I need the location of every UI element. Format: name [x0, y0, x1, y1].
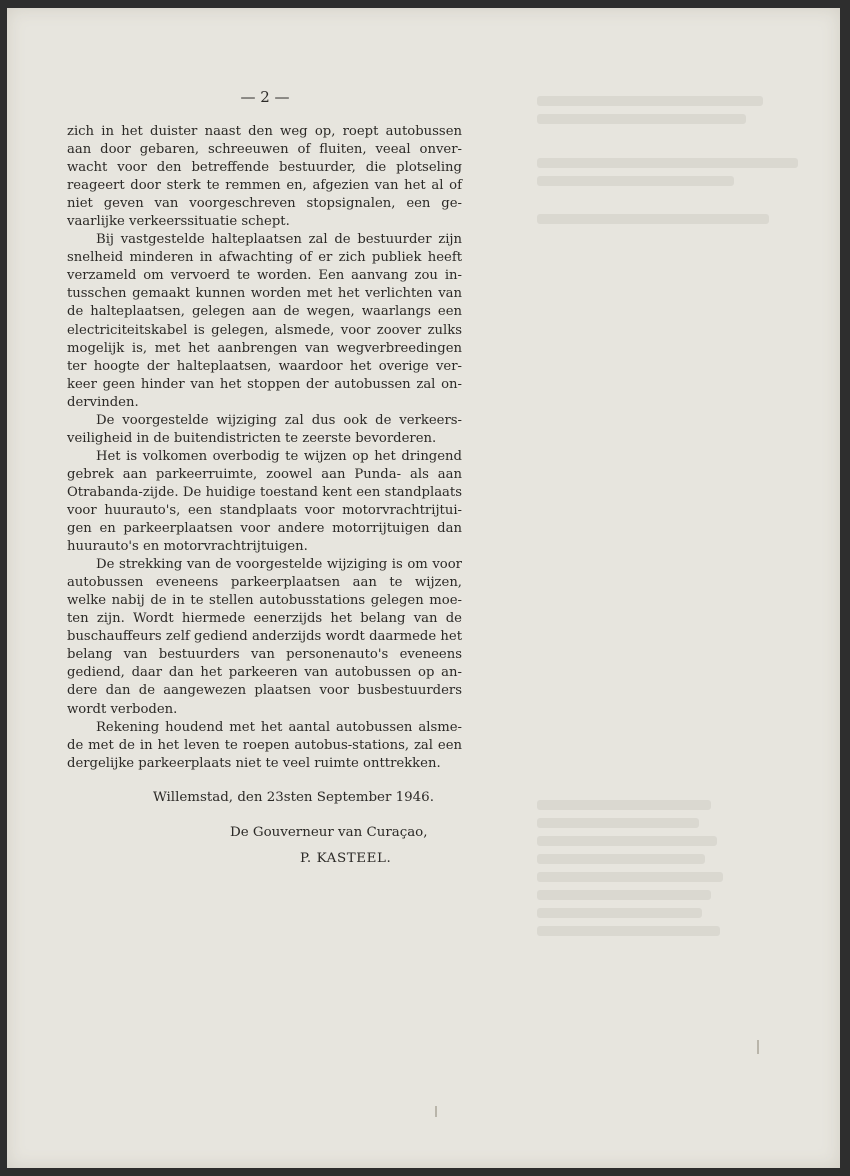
signatory-name: P. KASTEEL.	[300, 851, 392, 866]
paragraph-5: De strekking van de voorgestelde wijziging is om voor autobussen eveneens parkeerplaatsen aan te wijzen, welke nabij de in te stellen autobusstations gelegen moe-ten zijn. Wordt hiermede eenerzijds het belang van de buschauffeurs zelf gediend anderzijds wordt daarmede het belang van bestuurders van personenauto's eveneens gediend, daar dan het parkeeren van autobussen op an-dere dan de aangewezen plaatsen voor busbestuurders wordt verboden.	[67, 557, 462, 717]
page-number: — 2 —	[240, 88, 290, 106]
paper-speck	[435, 1106, 437, 1117]
paragraph-6: Rekening houdend met het aantal autobussen alsme-de met de in het leven te roepen autobus-stations, zal een dergelijke parkeerplaats niet te veel ruimte onttrekken.	[67, 719, 462, 771]
paragraph-4: Het is volkomen overbodig te wijzen op het dringend gebrek aan parkeerruimte, zoowel aan Punda- als aan Otrabanda-zijde. De huidige toestand kent een standplaats voor huurauto's, een standplaats voor motorvrachtrijtui-gen en parkeerplaatsen voor andere motorrijtuigen dan huurauto's en motorvrachtrijtuigen.	[67, 448, 462, 555]
place-and-date: Willemstad, den 23sten September 1946.	[153, 790, 434, 805]
document-body	[67, 123, 462, 773]
paragraph-1: zich in het duister naast den weg op, roept autobussen aan door gebaren, schreeuwen of fluiten, veeal onver-wacht voor den betreffende bestuurder, die plotseling reageert door sterk te remmen en, afgezien van het al of niet geven van voorgeschreven stopsignalen, een ge-vaarlijke verkeerssituatie schept.	[67, 124, 462, 230]
paragraph-3: De voorgestelde wijziging zal dus ook de verkeers-veiligheid in de buitendistricten te zeerste bevorderen.	[67, 412, 462, 446]
signatory-title: De Gouverneur van Curaçao,	[230, 825, 428, 840]
reverse-side-bleed-through	[537, 88, 827, 1128]
paragraph-2: Bij vastgestelde halteplaatsen zal de bestuurder zijn snelheid minderen in afwachting of er zich publiek heeft verzameld om vervoerd te worden. Een aanvang zou in-tusschen gemaakt kunnen worden met het verlichten van de halteplaatsen, gelegen aan de wegen, waarlangs een electriciteitskabel is gelegen, alsmede, voor zoover zulks mogelijk is, met het aanbrengen van wegverbreedingen ter hoogte der halteplaatsen, waardoor het overige ver-keer geen hinder van het stoppen der autobussen zal on-dervinden.	[67, 232, 462, 410]
paper-speck	[757, 1040, 759, 1054]
